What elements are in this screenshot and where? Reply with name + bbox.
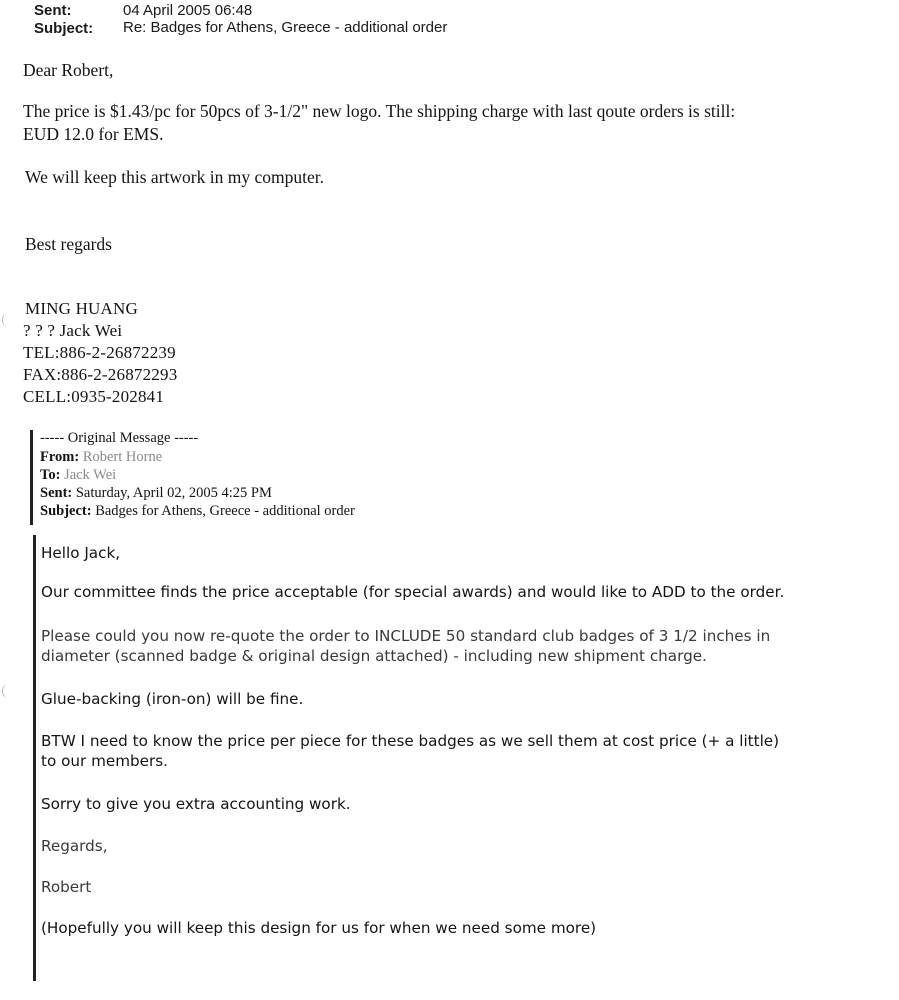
subject-value: Re: Badges for Athens, Greece - additional order xyxy=(123,19,448,36)
original-subject-label: Subject: xyxy=(40,503,92,519)
original-paragraph-1: Our committee finds the price acceptable (for special awards) and would like to ADD to the order. xyxy=(41,583,785,601)
reply-closing: Best regards xyxy=(25,234,112,254)
reply-paragraph-1-line-1: The price is $1.43/pc for 50pcs of 3-1/2" new logo. The shipping charge with last qoute orders is still: xyxy=(23,101,736,121)
original-paragraph-4-line-1: BTW I need to know the price per piece for these badges as we sell them at cost price (+ a little) xyxy=(41,732,780,750)
original-sent-row xyxy=(40,485,272,502)
original-from-row xyxy=(40,449,162,466)
sent-value: 04 April 2005 06:48 xyxy=(123,2,253,19)
signature-tel: TEL:886-2-26872239 xyxy=(23,343,176,362)
reply-paragraph-1-line-2: EUD 12.0 for EMS. xyxy=(23,124,164,144)
original-paragraph-5: Sorry to give you extra accounting work. xyxy=(41,795,351,813)
reply-paragraph-2: We will keep this artwork in my computer. xyxy=(25,167,324,187)
scan-edge-mark xyxy=(2,313,13,327)
reply-greeting: Dear Robert, xyxy=(23,60,114,80)
original-sender-name: Robert xyxy=(41,878,92,896)
original-subject-value: Badges for Athens, Greece - additional order xyxy=(95,503,355,519)
original-from-value[interactable]: Robert Horne xyxy=(82,449,163,465)
original-to-label: To: xyxy=(40,467,61,483)
original-sent-label: Sent: xyxy=(40,485,73,501)
quote-bar-header xyxy=(30,430,33,525)
original-to-value[interactable]: Jack Wei xyxy=(64,467,117,483)
quote-bar-body xyxy=(33,535,36,981)
sent-label: Sent: xyxy=(34,2,72,19)
signature-alias: ? ? ? Jack Wei xyxy=(23,321,123,340)
original-message-divider: ----- Original Message ----- xyxy=(40,430,199,446)
original-paragraph-6: (Hopefully you will keep this design for us for when we need some more) xyxy=(41,919,597,937)
original-sent-value: Saturday, April 02, 2005 4:25 PM xyxy=(75,485,272,501)
signature-cell: CELL:0935-202841 xyxy=(23,387,165,406)
original-paragraph-2-line-1: Please could you now re-quote the order to INCLUDE 50 standard club badges of 3 1/2 inches in xyxy=(41,627,771,645)
original-paragraph-3: Glue-backing (iron-on) will be fine. xyxy=(41,690,304,708)
original-to-row xyxy=(40,467,116,484)
original-greeting: Hello Jack, xyxy=(41,544,121,562)
original-subject-row xyxy=(40,503,355,520)
original-paragraph-4-line-2: to our members. xyxy=(41,752,168,770)
signature-name: MING HUANG xyxy=(25,299,138,318)
subject-label: Subject: xyxy=(34,20,94,37)
signature-fax: FAX:886-2-26872293 xyxy=(23,365,178,384)
original-from-label: From: xyxy=(40,449,80,465)
scan-edge-mark xyxy=(2,684,13,698)
original-regards: Regards, xyxy=(41,837,108,855)
original-paragraph-2-line-2: diameter (scanned badge & original design attached) - including new shipment charge. xyxy=(41,647,707,665)
